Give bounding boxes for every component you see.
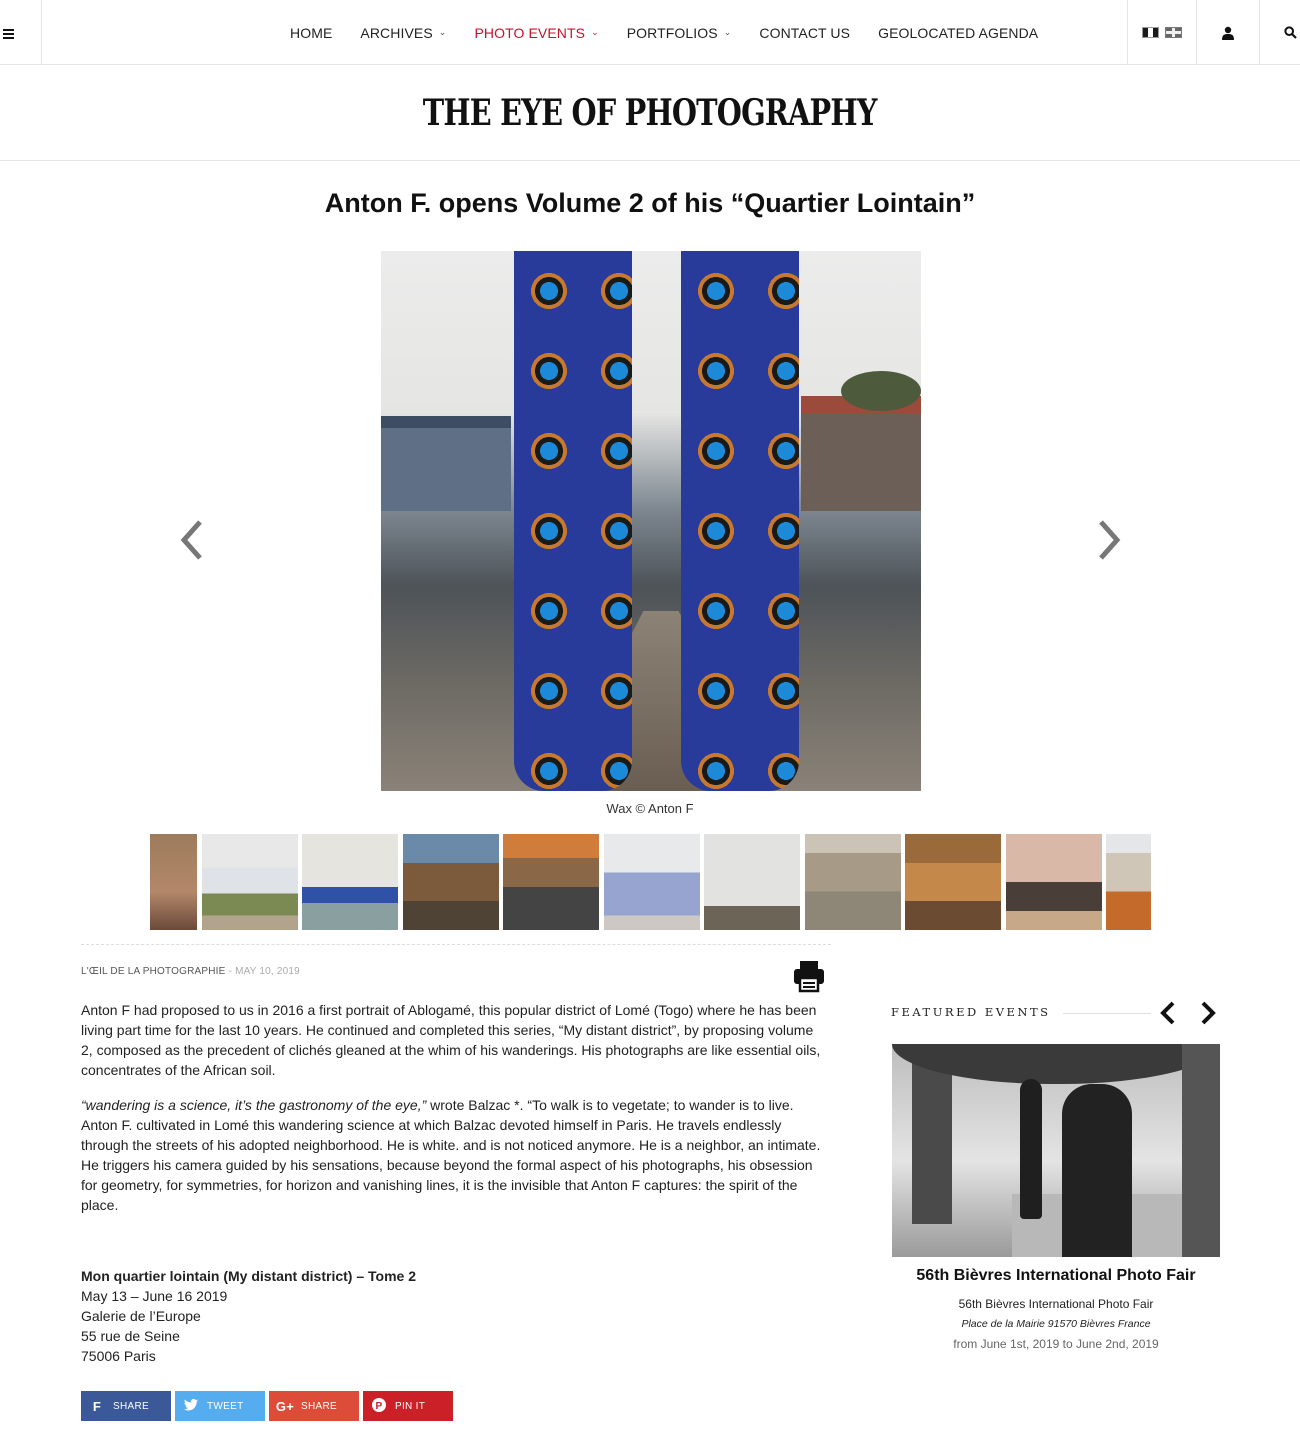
meta-separator: -: [228, 966, 233, 977]
gallery-next-arrow-icon[interactable]: [1093, 518, 1123, 562]
nav-archives-label: ARCHIVES: [360, 24, 433, 41]
main-nav: [290, 0, 1066, 65]
thumbnail[interactable]: [805, 834, 901, 930]
thumbnail[interactable]: [704, 834, 800, 930]
twitter-icon: [175, 1399, 207, 1414]
site-logo[interactable]: THE EYE OF PHOTOGRAPHY: [423, 91, 877, 134]
main-gallery-image[interactable]: [381, 251, 921, 791]
google-plus-icon: G+: [275, 1398, 295, 1414]
thumbnail[interactable]: [302, 834, 398, 930]
facebook-share-label: SHARE: [113, 1400, 149, 1412]
pinterest-pin-label: PIN IT: [395, 1400, 426, 1412]
image-caption: Wax © Anton F: [606, 801, 694, 816]
paragraph-text: wrote Balzac *. “To walk is to vegetate; to wander is to live. Anton F. cultivated in Lomé this wandering science at which Balzac devoted himself in Paris. He travels endlessly through the streets of his adopted neighborhood. He is white. and is not noticed anymore. He is a neighbor, an intimate. He triggers his camera guided by his sensations, because beyond the formal aspect of his photographs, his obsession for geometry, for symmetries, for horizon and vanishing lines, it is the invisible that Anton F captures: the spirit of the place.: [81, 1097, 821, 1213]
stilt-house-left: [381, 421, 511, 511]
nav-geolocated-agenda[interactable]: [878, 25, 1038, 41]
leg-left: [514, 251, 632, 791]
exhibition-venue: Galerie de l’Europe: [81, 1308, 201, 1324]
google-plus-share-label: SHARE: [301, 1400, 337, 1412]
nav-geolocated-label: GEOLOCATED AGENDA: [878, 24, 1039, 41]
svg-text:P: P: [375, 1400, 383, 1412]
thumbnail[interactable]: [150, 834, 197, 930]
search-icon: [1284, 26, 1297, 39]
print-icon[interactable]: [791, 958, 827, 994]
nav-photo-events-label: PHOTO EVENTS: [474, 24, 586, 41]
thumbnail[interactable]: [1106, 834, 1151, 930]
featured-events-heading: FEATURED EVENTS: [891, 1005, 1051, 1019]
thumbnail-active[interactable]: [604, 834, 700, 930]
nav-portfolios[interactable]: [627, 25, 732, 41]
nav-home-label: HOME: [290, 24, 333, 41]
tree: [841, 371, 921, 411]
exhibition-info: [81, 1266, 416, 1366]
search-button[interactable]: [1259, 0, 1300, 65]
chevron-down-icon: ⌄: [723, 27, 732, 37]
exhibition-street: 55 rue de Seine: [81, 1328, 180, 1344]
menu-icon[interactable]: [0, 0, 42, 65]
share-buttons: [81, 1391, 453, 1421]
nav-portfolios-label: PORTFOLIOS: [626, 24, 718, 41]
balzac-quote: “wandering is a science, it’s the gastronomy of the eye,”: [81, 1097, 427, 1113]
paragraph: Anton F had proposed to us in 2016 a first portrait of Ablogamé, this popular district of Lomé (Togo) where he has been living part time for the last 10 years. He continued and completed this series, “My distant district”, by proposing volume 2, composed as the precedent of clichés gleaned at the whim of his wanderings. His photographs are like essential oils, concentrates of the African soil.: [81, 1002, 821, 1078]
facebook-share-button[interactable]: [81, 1391, 171, 1421]
user-account-button[interactable]: [1196, 0, 1259, 65]
featured-next-arrow-icon[interactable]: [1197, 999, 1219, 1027]
user-icon: [1221, 26, 1235, 40]
featured-prev-arrow-icon[interactable]: [1157, 999, 1179, 1027]
stilt-house-right: [801, 411, 921, 511]
nav-archives[interactable]: [360, 25, 446, 41]
column-right: [1182, 1044, 1220, 1257]
twitter-tweet-label: TWEET: [207, 1400, 244, 1412]
featured-event-dates: from June 1st, 2019 to June 2nd, 2019: [953, 1337, 1159, 1351]
google-plus-share-button[interactable]: [269, 1391, 359, 1421]
flag-uk-icon[interactable]: [1165, 27, 1182, 38]
twitter-tweet-button[interactable]: [175, 1391, 265, 1421]
roof-left: [381, 416, 511, 428]
chevron-down-icon: ⌄: [591, 27, 599, 37]
monk-figure: [1020, 1079, 1042, 1219]
thumbnail[interactable]: [905, 834, 1001, 930]
language-switcher: [1127, 0, 1196, 65]
featured-event-subtitle: 56th Bièvres International Photo Fair: [958, 1297, 1154, 1311]
gallery-thumbnails: [150, 834, 1151, 930]
column-foreground: [1062, 1084, 1132, 1257]
exhibition-title: Mon quartier lointain (My distant district) – Tome 2: [81, 1268, 416, 1284]
article-meta: [81, 966, 300, 977]
flag-fr-icon[interactable]: [1142, 27, 1159, 38]
thumbnail[interactable]: [202, 834, 298, 930]
thumbnail[interactable]: [1006, 834, 1102, 930]
thumbnail[interactable]: [403, 834, 499, 930]
logo-band: [0, 65, 1300, 161]
author-link[interactable]: L'ŒIL DE LA PHOTOGRAPHIE: [81, 966, 226, 977]
featured-event-image[interactable]: [892, 1044, 1220, 1257]
top-navigation-bar: [0, 0, 1300, 65]
leg-right: [681, 251, 799, 791]
nav-home[interactable]: [290, 25, 332, 41]
nav-contact-label: CONTACT US: [759, 24, 851, 41]
thumbnail[interactable]: [503, 834, 599, 930]
exhibition-city: 75006 Paris: [81, 1348, 156, 1364]
featured-event-title[interactable]: 56th Bièvres International Photo Fair: [916, 1267, 1196, 1284]
chevron-down-icon: ⌄: [438, 27, 447, 37]
exhibition-dates: May 13 – June 16 2019: [81, 1288, 228, 1304]
divider: [81, 944, 831, 945]
paragraph: [81, 1095, 821, 1215]
publish-date: MAY 10, 2019: [235, 966, 300, 977]
nav-contact-us[interactable]: [759, 25, 850, 41]
pinterest-pin-button[interactable]: [363, 1391, 453, 1421]
article-title: Anton F. opens Volume 2 of his “Quartier Lointain”: [324, 188, 976, 218]
article-body: [81, 1000, 821, 1230]
facebook-icon: F: [92, 1398, 102, 1414]
gallery-prev-arrow-icon[interactable]: [178, 518, 208, 562]
nav-photo-events[interactable]: [474, 25, 598, 41]
featured-divider: [1063, 1013, 1151, 1014]
featured-event-address: Place de la Mairie 91570 Bièvres France: [961, 1318, 1151, 1330]
pinterest-icon: [363, 1398, 395, 1415]
